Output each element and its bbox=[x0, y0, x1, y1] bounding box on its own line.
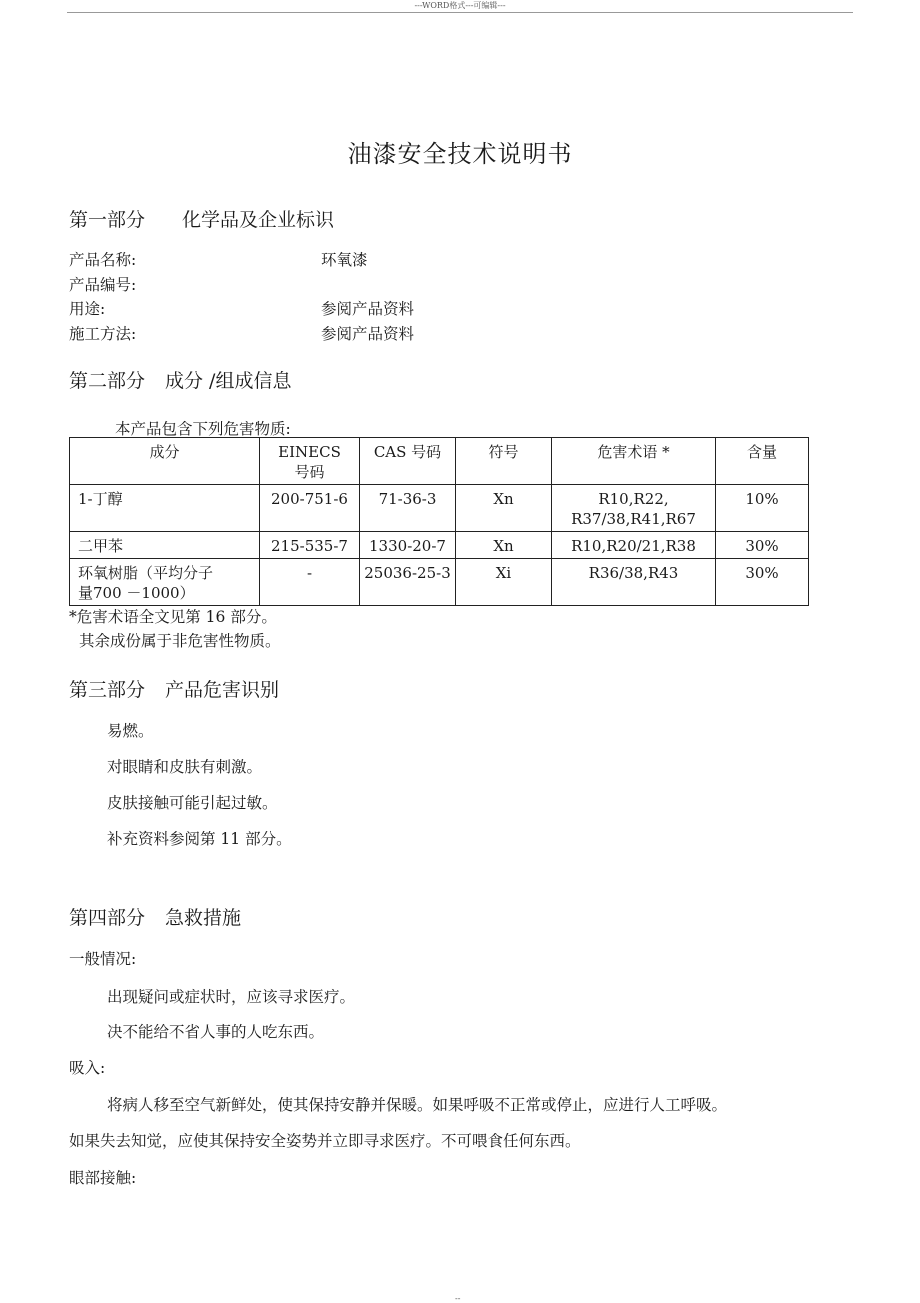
section1-title: 化学品及企业标识 bbox=[182, 209, 335, 231]
cell-symbol: Xn bbox=[456, 485, 552, 532]
header-note: ---WORD格式---可编辑--- bbox=[414, 1, 506, 10]
section4-heading bbox=[69, 903, 241, 930]
field-label-product-name: 产品名称: bbox=[69, 251, 137, 269]
section3-title: 产品危害识别 bbox=[165, 679, 280, 701]
cell-risk: R36/38,R43 bbox=[552, 559, 716, 606]
hazard-item: 易燃。 bbox=[107, 722, 154, 740]
cell-content: 10% bbox=[716, 485, 809, 532]
hazard-note-2: 其余成份属于非危害性物质。 bbox=[79, 632, 281, 650]
table-header-row bbox=[70, 438, 809, 485]
cell-ingredient: 环氧树脂（平均分子 量700 －1000） bbox=[70, 559, 260, 606]
eye-contact-label: 眼部接触: bbox=[69, 1169, 137, 1187]
hazard-intro: 本产品包含下列危害物质: bbox=[115, 420, 291, 438]
section4-number: 第四部分 bbox=[69, 907, 146, 929]
cell-ingredient: 1-丁醇 bbox=[70, 485, 260, 532]
cell-symbol: Xn bbox=[456, 532, 552, 559]
table-row bbox=[70, 485, 809, 532]
field-value-usage: 参阅产品资料 bbox=[321, 300, 415, 318]
col-header-ingredient: 成分 bbox=[70, 438, 260, 485]
cell-ingredient: 二甲苯 bbox=[70, 532, 260, 559]
col-header-symbol: 符号 bbox=[456, 438, 552, 485]
section1-heading bbox=[69, 205, 334, 232]
document-title: 油漆安全技术说明书 bbox=[347, 140, 573, 168]
general-item: 决不能给不省人事的人吃东西。 bbox=[107, 1023, 325, 1041]
col-header-risk: 危害术语 * bbox=[552, 438, 716, 485]
inhale-text-2: 如果失去知觉，应使其保持安全姿势并立即寻求医疗。不可喂食任何东西。 bbox=[69, 1132, 581, 1150]
section4-title: 急救措施 bbox=[165, 907, 242, 929]
section1-number: 第一部分 bbox=[69, 209, 146, 231]
cell-cas: 25036-25-3 bbox=[360, 559, 456, 606]
cell-cas: 71-36-3 bbox=[360, 485, 456, 532]
section2-title: 成分 /组成信息 bbox=[165, 370, 292, 392]
general-item: 出现疑问或症状时，应该寻求医疗。 bbox=[107, 988, 356, 1006]
col-header-cas: CAS 号码 bbox=[360, 438, 456, 485]
section2-number: 第二部分 bbox=[69, 370, 146, 392]
field-label-product-code: 产品编号: bbox=[69, 276, 137, 294]
section2-heading bbox=[69, 366, 291, 393]
inhale-label: 吸入: bbox=[69, 1059, 106, 1077]
field-value-method: 参阅产品资料 bbox=[321, 325, 415, 343]
field-label-method: 施工方法: bbox=[69, 325, 137, 343]
table-row bbox=[70, 559, 809, 606]
section3-heading bbox=[69, 675, 279, 702]
cell-symbol: Xi bbox=[456, 559, 552, 606]
col-header-content: 含量 bbox=[716, 438, 809, 485]
cell-risk: R10,R22, R37/38,R41,R67 bbox=[552, 485, 716, 532]
header-rule bbox=[67, 12, 853, 13]
cell-einecs: 215-535-7 bbox=[260, 532, 360, 559]
page-footer-mark: -- bbox=[455, 1294, 461, 1303]
field-value-product-name: 环氧漆 bbox=[321, 251, 368, 269]
cell-content: 30% bbox=[716, 532, 809, 559]
field-label-usage: 用途: bbox=[69, 300, 106, 318]
col-header-einecs: EINECS 号码 bbox=[260, 438, 360, 485]
cell-einecs: - bbox=[260, 559, 360, 606]
cell-einecs: 200-751-6 bbox=[260, 485, 360, 532]
cell-cas: 1330-20-7 bbox=[360, 532, 456, 559]
hazard-item: 补充资料参阅第 11 部分。 bbox=[107, 830, 292, 848]
hazard-table bbox=[69, 437, 809, 606]
hazard-note-1: *危害术语全文见第 16 部分。 bbox=[69, 608, 277, 626]
general-label: 一般情况: bbox=[69, 950, 137, 968]
section3-number: 第三部分 bbox=[69, 679, 146, 701]
inhale-text-1: 将病人移至空气新鲜处，使其保持安静并保暖。如果呼吸不正常或停止，应进行人工呼吸。 bbox=[107, 1096, 728, 1114]
table-row bbox=[70, 532, 809, 559]
cell-risk: R10,R20/21,R38 bbox=[552, 532, 716, 559]
hazard-item: 皮肤接触可能引起过敏。 bbox=[107, 794, 278, 812]
hazard-item: 对眼睛和皮肤有刺激。 bbox=[107, 758, 263, 776]
cell-content: 30% bbox=[716, 559, 809, 606]
